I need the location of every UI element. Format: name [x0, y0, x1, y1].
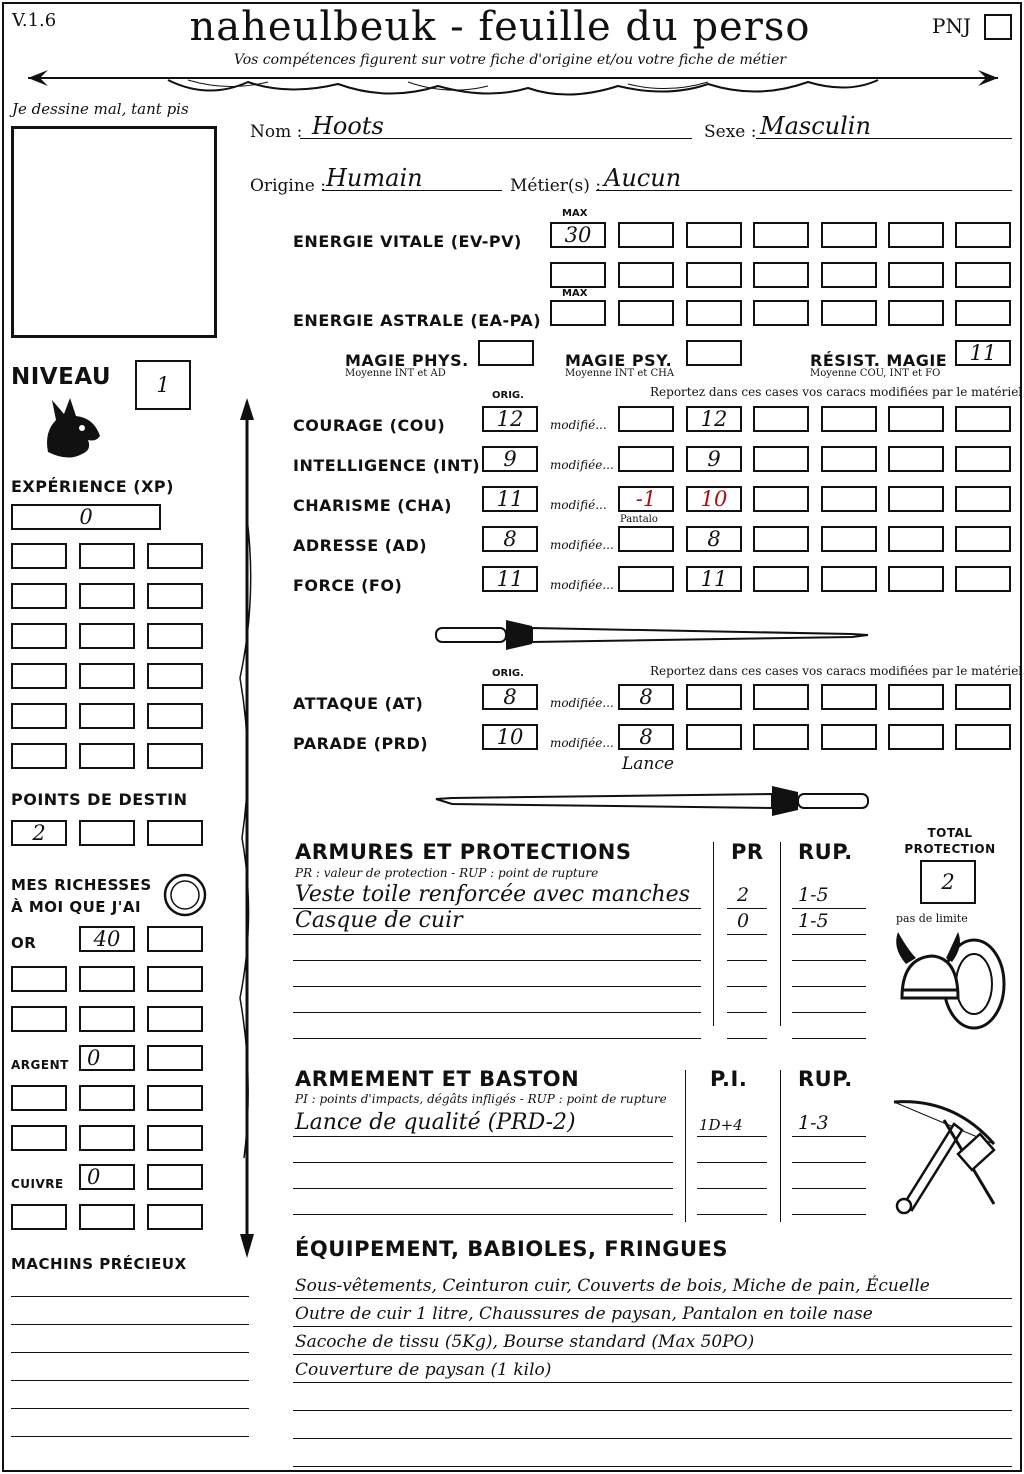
ev-track-box[interactable] [955, 222, 1011, 248]
xp-track-box[interactable] [79, 663, 135, 689]
equipement-line[interactable] [293, 1326, 1012, 1327]
portrait-caption: Je dessine mal, tant pis [12, 100, 189, 118]
ea-track-box[interactable] [753, 300, 809, 326]
carac-modifie-label: modifiée... [550, 578, 614, 592]
ea-track-box[interactable] [955, 300, 1011, 326]
sword-ornament-2 [432, 778, 872, 824]
total-protection-box[interactable]: 2 [920, 860, 976, 904]
arme-pi-line[interactable] [697, 1214, 767, 1215]
spear-divider-ornament [232, 398, 262, 1258]
ea-max-label: MAX [562, 288, 588, 299]
armures-divider-2 [780, 842, 781, 1026]
combat-report-note: Reportez dans ces cases vos caracs modifiées par le matériel [650, 664, 1023, 678]
ev-track-box[interactable] [618, 262, 674, 288]
weapon-note: Lance [622, 754, 674, 774]
carac-extra-box[interactable] [955, 486, 1011, 512]
resist-magie-label: RÉSIST. MAGIE [810, 351, 948, 370]
dragon-head-icon [38, 392, 106, 464]
carac-extra-box[interactable] [888, 486, 944, 512]
equipement-item[interactable]: Sacoche de tissu (5Kg), Bourse standard (Max 50PO) [295, 1332, 755, 1352]
arme-line[interactable] [293, 1162, 673, 1163]
ev-track-box[interactable] [753, 262, 809, 288]
ea-track-box[interactable] [888, 300, 944, 326]
niveau-label: NIVEAU [11, 364, 112, 390]
combat-extra-box[interactable] [753, 684, 809, 710]
money-box[interactable] [11, 1085, 67, 1111]
combat-orig-box[interactable]: 8 [482, 684, 538, 710]
equipement-line[interactable] [293, 1438, 1012, 1439]
money-box[interactable] [79, 1085, 135, 1111]
xp-track-box[interactable] [147, 543, 203, 569]
carac-extra-box[interactable] [821, 406, 877, 432]
combat-mod-box[interactable]: 8 [618, 724, 674, 750]
armement-divider-1 [685, 1070, 686, 1222]
xp-track-box[interactable] [147, 663, 203, 689]
sheet-subtitle: Vos compétences figurent sur votre fiche d'origine et/ou votre fiche de métier [233, 52, 787, 68]
cuivre-box[interactable]: 0 [79, 1164, 135, 1190]
resist-magie-note: Moyenne COU, INT et FO [810, 368, 941, 379]
sexe-field[interactable]: Masculin [760, 112, 871, 140]
resist-magie-box[interactable]: 11 [955, 340, 1011, 366]
equipement-item[interactable]: Outre de cuir 1 litre, Chaussures de paysan, Pantalon en toile nase [295, 1304, 873, 1324]
combat-label: PARADE (PRD) [293, 734, 429, 753]
pnj-label: PNJ [932, 14, 971, 38]
equipement-line[interactable] [293, 1298, 1012, 1299]
caracs-orig-label: ORIG. [492, 390, 524, 401]
metier-label: Métier(s) : [510, 176, 602, 196]
carac-modifie-label: modifié... [550, 498, 607, 512]
ea-track-box[interactable] [686, 300, 742, 326]
ev-max-box[interactable]: 30 [550, 222, 606, 248]
machins-label: MACHINS PRÉCIEUX [11, 1255, 187, 1273]
combat-modifie-label: modifiée... [550, 736, 614, 750]
machins-line[interactable] [11, 1380, 249, 1381]
money-box[interactable] [147, 1164, 203, 1190]
carac-extra-box[interactable] [955, 406, 1011, 432]
carac-extra-box[interactable] [753, 406, 809, 432]
destin-box-2[interactable] [79, 820, 135, 846]
xp-track-box[interactable] [79, 583, 135, 609]
armement-pi-label: P.I. [710, 1067, 748, 1091]
equipement-line[interactable] [293, 1354, 1012, 1355]
carac-orig-box[interactable]: 12 [482, 406, 538, 432]
money-box[interactable] [11, 966, 67, 992]
armement-divider-2 [780, 1070, 781, 1222]
equipement-line[interactable] [293, 1382, 1012, 1383]
arme-rup-line[interactable] [792, 1214, 866, 1215]
combat-mod-box[interactable]: 8 [618, 684, 674, 710]
armure-rup-line[interactable] [792, 986, 866, 987]
pnj-checkbox[interactable] [984, 14, 1012, 40]
magie-psy-label: MAGIE PSY. [565, 351, 673, 370]
money-box[interactable] [147, 1045, 203, 1071]
armure-pr-line[interactable] [727, 960, 767, 961]
xp-track-box[interactable] [147, 743, 203, 769]
ea-track-box[interactable] [618, 300, 674, 326]
carac-final-box[interactable]: 9 [686, 446, 742, 472]
equipement-title: ÉQUIPEMENT, BABIOLES, FRINGUES [295, 1237, 728, 1261]
armures-divider-1 [713, 842, 714, 1026]
combat-orig-box[interactable]: 10 [482, 724, 538, 750]
sheet-title: naheulbeuk - feuille du perso [189, 4, 811, 50]
carac-extra-box[interactable] [888, 446, 944, 472]
arme-rup[interactable]: 1-3 [798, 1112, 829, 1134]
carac-extra-box[interactable] [888, 526, 944, 552]
ev-track-box[interactable] [753, 222, 809, 248]
sexe-label: Sexe : [704, 122, 757, 142]
carac-orig-box[interactable]: 8 [482, 526, 538, 552]
ea-max-box[interactable] [550, 300, 606, 326]
carac-label: FORCE (FO) [293, 576, 403, 595]
ev-track-box[interactable] [821, 222, 877, 248]
machins-line[interactable] [11, 1408, 249, 1409]
carac-label: CHARISME (CHA) [293, 496, 452, 515]
destin-box-3[interactable] [147, 820, 203, 846]
money-box[interactable] [79, 1006, 135, 1032]
machins-line[interactable] [11, 1436, 249, 1437]
carac-extra-box[interactable] [753, 526, 809, 552]
xp-track-box[interactable] [147, 623, 203, 649]
armure-rup-line[interactable] [792, 934, 866, 935]
armure-line[interactable] [293, 1012, 701, 1013]
armure-line[interactable] [293, 934, 701, 935]
carac-extra-box[interactable] [888, 406, 944, 432]
armures-pr-label: PR [731, 840, 764, 864]
carac-extra-box[interactable] [955, 526, 1011, 552]
carac-extra-box[interactable] [955, 446, 1011, 472]
carac-extra-box[interactable] [955, 566, 1011, 592]
armure-name[interactable]: Veste toile renforcée avec manches [295, 882, 690, 907]
combat-orig-label: ORIG. [492, 668, 524, 679]
money-box[interactable] [79, 966, 135, 992]
armure-rup-line[interactable] [792, 908, 866, 909]
carac-extra-box[interactable] [821, 486, 877, 512]
ev-track-box[interactable] [888, 262, 944, 288]
magie-phys-label: MAGIE PHYS. [345, 351, 469, 370]
arme-rup-line[interactable] [792, 1162, 866, 1163]
origine-field[interactable]: Humain [326, 164, 423, 192]
argent-box[interactable]: 0 [79, 1045, 135, 1071]
money-box[interactable] [79, 1204, 135, 1230]
xp-track-box[interactable] [11, 703, 67, 729]
magie-phys-box[interactable] [478, 340, 534, 366]
ev-track-box[interactable] [686, 222, 742, 248]
armement-rup-label: RUP. [798, 1067, 853, 1091]
carac-mod-box[interactable] [618, 406, 674, 432]
ev-label: ENERGIE VITALE (EV-PV) [293, 232, 522, 251]
arme-pi-line[interactable] [697, 1162, 767, 1163]
argent-label: ARGENT [11, 1058, 69, 1072]
equipement-line[interactable] [293, 1410, 1012, 1411]
sword-ornament [432, 612, 872, 658]
armure-pr-line[interactable] [727, 934, 767, 935]
ea-label: ENERGIE ASTRALE (EA-PA) [293, 311, 542, 330]
carac-label: INTELLIGENCE (INT) [293, 456, 481, 475]
carac-final-box[interactable]: 10 [686, 486, 742, 512]
ev-track-box[interactable] [686, 262, 742, 288]
money-box[interactable] [147, 926, 203, 952]
xp-track-box[interactable] [79, 623, 135, 649]
arme-line[interactable] [293, 1136, 673, 1137]
arme-rup-line[interactable] [792, 1136, 866, 1137]
armure-pr[interactable]: 0 [737, 910, 750, 932]
armure-pr-line[interactable] [727, 1012, 767, 1013]
combat-extra-box[interactable] [888, 684, 944, 710]
money-box[interactable] [11, 1204, 67, 1230]
xp-track-box[interactable] [11, 743, 67, 769]
xp-track-box[interactable] [79, 743, 135, 769]
carac-final-box[interactable]: 12 [686, 406, 742, 432]
armement-note: PI : points d'impacts, dégâts infligés - RUP : point de rupture [295, 1092, 667, 1106]
arme-rup-line[interactable] [792, 1188, 866, 1189]
armure-line[interactable] [293, 986, 701, 987]
carac-final-box[interactable]: 11 [686, 566, 742, 592]
armure-pr-line[interactable] [727, 908, 767, 909]
xp-track-box[interactable] [147, 583, 203, 609]
carac-orig-box[interactable]: 11 [482, 566, 538, 592]
xp-track-box[interactable] [11, 663, 67, 689]
armure-rup[interactable]: 1-5 [798, 910, 829, 932]
equipement-line[interactable] [293, 1466, 1012, 1467]
total-protection-label-1: TOTAL [927, 826, 973, 840]
arme-line[interactable] [293, 1188, 673, 1189]
armures-title: ARMURES ET PROTECTIONS [295, 840, 632, 864]
magie-psy-note: Moyenne INT et CHA [565, 368, 675, 379]
carac-extra-box[interactable] [888, 566, 944, 592]
ev-track-box[interactable] [821, 262, 877, 288]
carac-orig-box[interactable]: 9 [482, 446, 538, 472]
money-box[interactable] [11, 1125, 67, 1151]
xp-track-box[interactable] [147, 703, 203, 729]
carac-final-box[interactable]: 8 [686, 526, 742, 552]
equipement-item[interactable]: Couverture de paysan (1 kilo) [295, 1360, 552, 1380]
carac-label: COURAGE (COU) [293, 416, 446, 435]
or-box[interactable]: 40 [79, 926, 135, 952]
armure-rup-line[interactable] [792, 1012, 866, 1013]
ev-track-box[interactable] [550, 262, 606, 288]
carac-extra-box[interactable] [753, 446, 809, 472]
arme-line[interactable] [293, 1214, 673, 1215]
experience-box[interactable]: 0 [11, 504, 161, 530]
carac-extra-box[interactable] [753, 566, 809, 592]
armures-note: PR : valeur de protection - RUP : point de rupture [295, 866, 599, 880]
xp-track-box[interactable] [79, 703, 135, 729]
combat-extra-box[interactable] [955, 724, 1011, 750]
helmet-shield-icon [888, 928, 1012, 1036]
xp-track-box[interactable] [11, 583, 67, 609]
carac-mod-box[interactable] [618, 446, 674, 472]
carac-label: ADRESSE (AD) [293, 536, 428, 555]
money-box[interactable] [147, 1006, 203, 1032]
machins-line[interactable] [11, 1324, 249, 1325]
armement-title: ARMEMENT ET BASTON [295, 1067, 580, 1091]
machins-line[interactable] [11, 1352, 249, 1353]
combat-extra-box[interactable] [955, 684, 1011, 710]
carac-modifie-label: modifiée... [550, 458, 614, 472]
armure-pr[interactable]: 2 [737, 884, 750, 906]
money-box[interactable] [11, 1006, 67, 1032]
xp-track-box[interactable] [11, 543, 67, 569]
arme-pi-line[interactable] [697, 1136, 767, 1137]
carac-extra-box[interactable] [821, 446, 877, 472]
ev-track-box[interactable] [888, 222, 944, 248]
magie-phys-note: Moyenne INT et AD [345, 368, 446, 379]
machins-line[interactable] [11, 1296, 249, 1297]
money-box[interactable] [79, 1125, 135, 1151]
metier-field[interactable]: Aucun [604, 164, 682, 192]
arme-pi-line[interactable] [697, 1188, 767, 1189]
carac-mod-box[interactable] [618, 566, 674, 592]
carac-modifie-label: modifié... [550, 418, 607, 432]
carac-extra-box[interactable] [821, 526, 877, 552]
combat-extra-box[interactable] [686, 724, 742, 750]
carac-mod-box[interactable] [618, 526, 674, 552]
arme-name[interactable]: Lance de qualité (PRD-2) [295, 1110, 576, 1135]
or-label: OR [11, 934, 37, 952]
ev-max-label: MAX [562, 208, 588, 219]
armure-rup[interactable]: 1-5 [798, 884, 829, 906]
version-label: V.1.6 [12, 10, 57, 31]
crossed-weapons-icon [884, 1094, 1014, 1216]
total-protection-label-2: PROTECTION [904, 842, 996, 856]
money-box[interactable] [147, 1125, 203, 1151]
armures-rup-label: RUP. [798, 840, 853, 864]
armure-line[interactable] [293, 1038, 701, 1039]
carac-extra-box[interactable] [753, 486, 809, 512]
richesses-label-2: À MOI QUE J'AI [11, 898, 142, 916]
richesses-label-1: MES RICHESSES [11, 876, 152, 894]
nom-label: Nom : [250, 122, 303, 142]
armure-rup-line[interactable] [792, 1038, 866, 1039]
carac-orig-box[interactable]: 11 [482, 486, 538, 512]
nom-field[interactable]: Hoots [312, 112, 384, 140]
experience-label: EXPÉRIENCE (XP) [11, 477, 174, 496]
money-box[interactable] [147, 1085, 203, 1111]
combat-extra-box[interactable] [821, 684, 877, 710]
armure-line[interactable] [293, 960, 701, 961]
destin-box[interactable]: 2 [11, 820, 67, 846]
ev-track-box[interactable] [618, 222, 674, 248]
xp-track-box[interactable] [79, 543, 135, 569]
arme-pi[interactable]: 1D+4 [699, 1116, 743, 1134]
armure-pr-line[interactable] [727, 1038, 767, 1039]
combat-extra-box[interactable] [821, 724, 877, 750]
carac-extra-box[interactable] [821, 566, 877, 592]
equipement-item[interactable]: Sous-vêtements, Ceinturon cuir, Couverts de bois, Miche de pain, Écuelle [295, 1276, 930, 1296]
armure-rup-line[interactable] [792, 960, 866, 961]
niveau-box[interactable]: 1 [135, 360, 191, 410]
money-box[interactable] [147, 966, 203, 992]
combat-label: ATTAQUE (AT) [293, 694, 424, 713]
carac-mod-box[interactable]: -1 [618, 486, 674, 512]
combat-modifie-label: modifiée... [550, 696, 614, 710]
carac-mod-note: Pantalo [620, 514, 658, 525]
ea-track-box[interactable] [821, 300, 877, 326]
cuivre-label: CUIVRE [11, 1177, 64, 1191]
caracs-report-note: Reportez dans ces cases vos caracs modifiées par le matériel [650, 385, 1023, 399]
destin-label: POINTS DE DESTIN [11, 790, 188, 809]
gold-coin-icon [162, 872, 208, 918]
carac-modifie-label: modifiée... [550, 538, 614, 552]
xp-track-box[interactable] [11, 623, 67, 649]
armure-name[interactable]: Casque de cuir [295, 908, 463, 933]
combat-extra-box[interactable] [888, 724, 944, 750]
total-protection-note: pas de limite [896, 912, 968, 925]
money-box[interactable] [147, 1204, 203, 1230]
armure-pr-line[interactable] [727, 986, 767, 987]
combat-extra-box[interactable] [686, 684, 742, 710]
magie-psy-box[interactable] [686, 340, 742, 366]
origine-label: Origine : [250, 176, 326, 196]
ev-track-box[interactable] [955, 262, 1011, 288]
combat-extra-box[interactable] [753, 724, 809, 750]
portrait-box[interactable] [11, 126, 217, 338]
